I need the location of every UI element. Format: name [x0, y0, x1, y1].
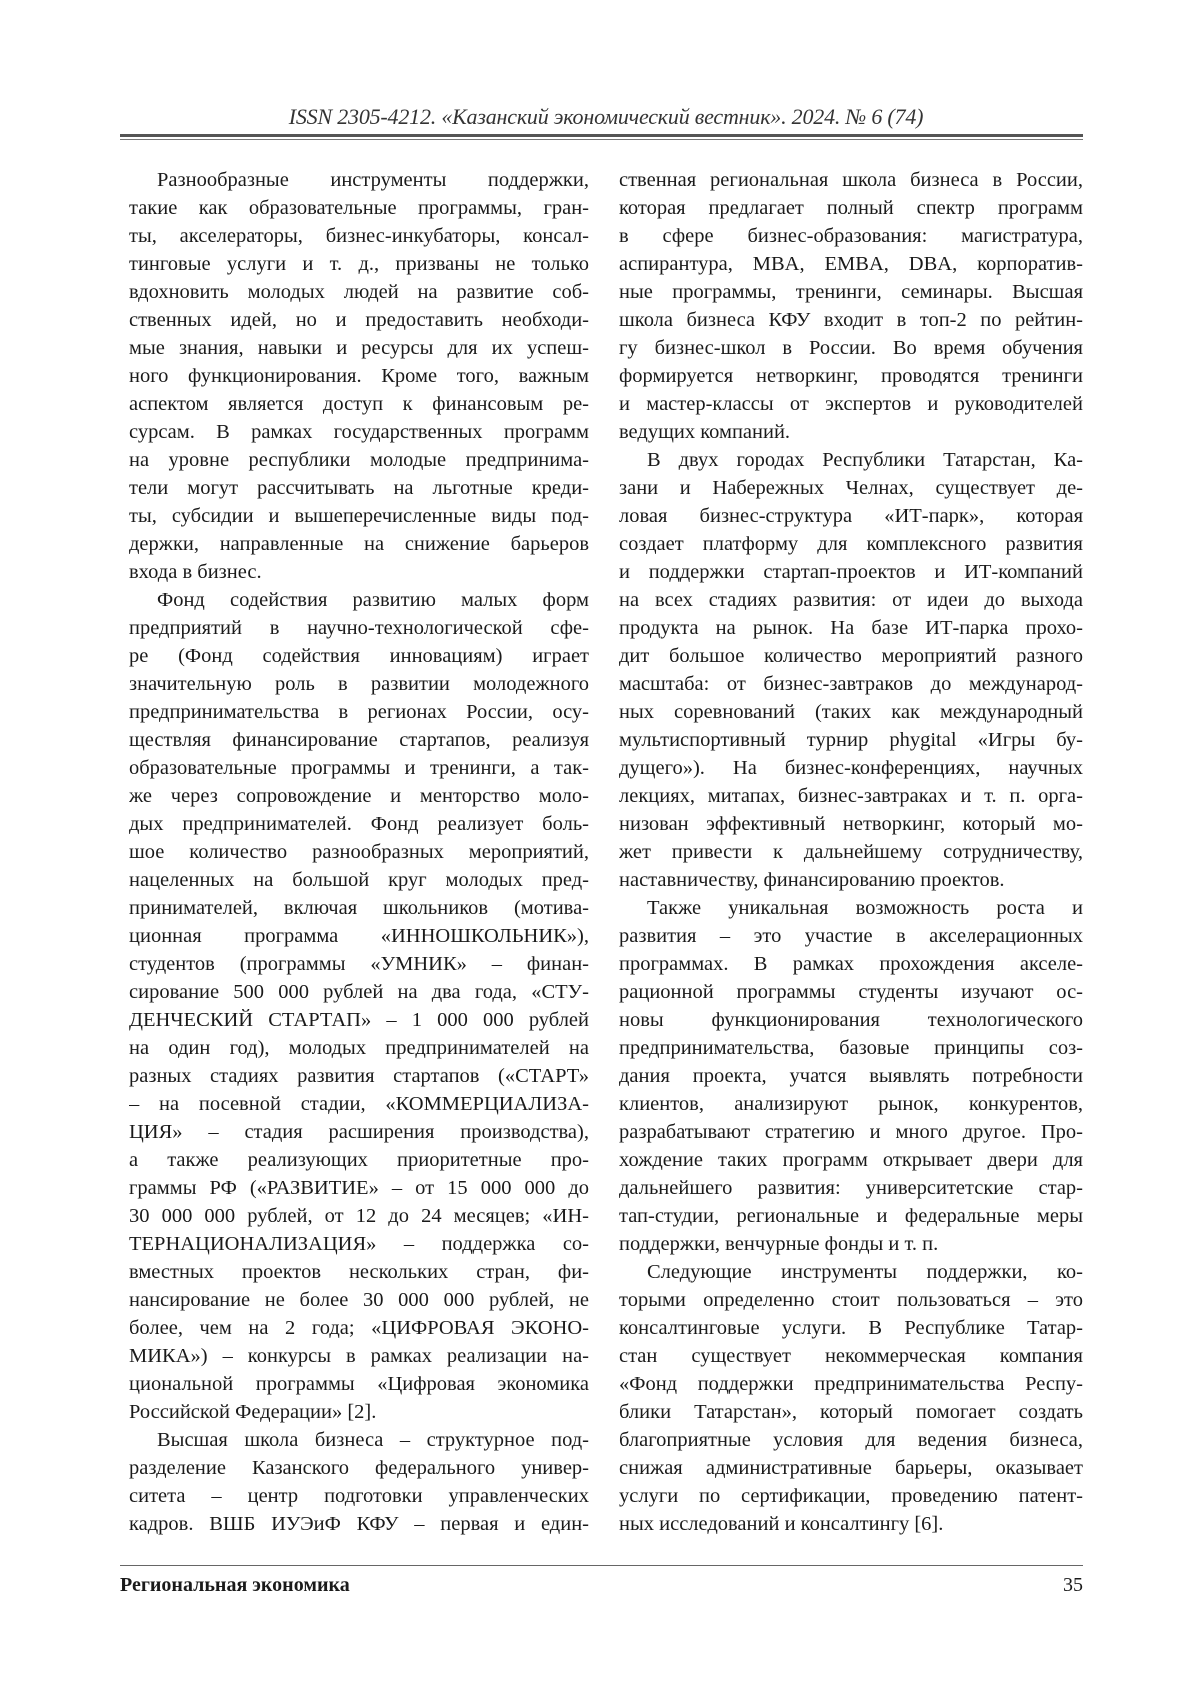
text-line: жет привести к дальнейшему сотрудничеству,: [619, 841, 1083, 863]
text-line: дальнейшего развития: университетские стар-: [619, 1177, 1083, 1199]
text-line: В двух городах Республики Татарстан, Ка-: [647, 449, 1083, 471]
text-line: Также уникальная возможность роста и: [647, 897, 1083, 919]
text-line: сирование 500 000 рублей на два года, «СТУ-: [129, 981, 589, 1003]
text-line: граммы РФ («РАЗВИТИЕ» – от 15 000 000 до: [129, 1177, 589, 1199]
text-line: а также реализующих приоритетные про-: [129, 1149, 589, 1171]
text-line: кадров. ВШБ ИУЭиФ КФУ – первая и един-: [129, 1513, 589, 1535]
page-number: 35: [1063, 1574, 1083, 1596]
text-line: лекциях, митапах, бизнес-завтраках и т. п. орга-: [619, 785, 1083, 807]
paragraph: [129, 166, 589, 586]
paragraph: [619, 166, 1083, 446]
left-column: [129, 166, 589, 1538]
text-line: же через сопровождение и менторство моло-: [129, 785, 589, 807]
text-line: низован эффективный нетворкинг, который мо-: [619, 813, 1083, 835]
header-double-rule: [120, 134, 1083, 141]
text-line: предпринимательства, базовые принципы соз-: [619, 1037, 1083, 1059]
text-line: студентов (программы «УМНИК» – финан-: [129, 953, 589, 975]
text-line: МИКА») – конкурсы в рамках реализации на-: [129, 1345, 589, 1367]
text-line: Российской Федерации» [2].: [129, 1401, 377, 1423]
text-line: дущего»). На бизнес-конференциях, научных: [619, 757, 1083, 779]
right-column: [619, 166, 1083, 1538]
text-line: новы функционирования технологического: [619, 1009, 1083, 1031]
text-line: ных соревнований (таких как международный: [619, 701, 1083, 723]
text-line: формируется нетворкинг, проводятся тренинги: [619, 365, 1083, 387]
text-line: нансирование не более 30 000 000 рублей, не: [129, 1289, 589, 1311]
text-line: вместных проектов нескольких стран, фи-: [129, 1261, 589, 1283]
text-line: масштаба: от бизнес-завтраков до международ-: [619, 673, 1083, 695]
text-line: школа бизнеса КФУ входит в топ-2 по рейтин-: [619, 309, 1083, 331]
text-line: ЦИЯ» – стадия расширения производства),: [129, 1121, 589, 1143]
text-line: – на посевной стадии, «КОММЕРЦИАЛИЗА-: [129, 1093, 589, 1115]
text-line: наставничеству, финансированию проектов.: [619, 869, 1005, 891]
text-line: Разнообразные инструменты поддержки,: [157, 169, 589, 191]
text-line: и мастер-классы от экспертов и руководителей: [619, 393, 1083, 415]
text-line: гу бизнес-школ в России. Во время обучения: [619, 337, 1083, 359]
text-line: ществляя финансирование стартапов, реализуя: [129, 729, 589, 751]
text-line: консалтинговые услуги. В Республике Татар-: [619, 1317, 1083, 1339]
text-line: ного функционирования. Кроме того, важным: [129, 365, 589, 387]
text-line: хождение таких программ открывает двери для: [619, 1149, 1083, 1171]
text-line: Высшая школа бизнеса – структурное под-: [157, 1429, 589, 1451]
text-line: стан существует некоммерческая компания: [619, 1345, 1083, 1367]
footer-rule: [120, 1565, 1083, 1566]
text-line: ственных идей, но и предоставить необходи-: [129, 309, 589, 331]
text-line: в сфере бизнес-образования: магистратура,: [619, 225, 1083, 247]
text-line: циональной программы «Цифровая экономика: [129, 1373, 589, 1395]
text-line: такие как образовательные программы, гран-: [129, 197, 589, 219]
text-line: поддержки, венчурные фонды и т. п.: [619, 1233, 939, 1255]
running-header: ISSN 2305-4212. «Казанский экономический вестник». 2024. № 6 (74): [288, 104, 924, 129]
text-line: мые знания, навыки и ресурсы для их успеш-: [129, 337, 589, 359]
text-line: 30 000 000 рублей, от 12 до 24 месяцев; «ИН-: [129, 1205, 589, 1227]
text-line: предприятий в научно-технологической сфе-: [129, 617, 589, 639]
text-line: принимателей, включая школьников (мотива-: [129, 897, 589, 919]
text-line: значительную роль в развитии молодежного: [129, 673, 589, 695]
text-line: шое количество разнообразных мероприятий,: [129, 841, 589, 863]
text-line: более, чем на 2 года; «ЦИФРОВАЯ ЭКОНО-: [129, 1317, 589, 1339]
text-line: ловая бизнес-структура «ИТ-парк», которая: [619, 505, 1083, 527]
text-line: ситета – центр подготовки управленческих: [129, 1485, 589, 1507]
text-line: разных стадиях развития стартапов («СТАРТ»: [129, 1065, 589, 1087]
paragraph: [129, 1426, 589, 1538]
text-line: ных исследований и консалтингу [6].: [619, 1513, 944, 1535]
text-line: тап-студии, региональные и федеральные меры: [619, 1205, 1083, 1227]
text-line: тинговые услуги и т. д., призваны не только: [129, 253, 589, 275]
text-line: разрабатывают стратегию и много другое. Про-: [619, 1121, 1083, 1143]
text-line: дых предпринимателей. Фонд реализует боль-: [129, 813, 589, 835]
text-line: разделение Казанского федерального универ-: [129, 1457, 589, 1479]
text-line: ре (Фонд содействия инновациям) играет: [129, 645, 589, 667]
text-line: аспирантура, MBA, EMBA, DBA, корпоратив-: [619, 253, 1083, 275]
text-line: зани и Набережных Челнах, существует де-: [619, 477, 1083, 499]
text-line: аспектом является доступ к финансовым ре-: [129, 393, 589, 415]
text-line: ДЕНЧЕСКИЙ СТАРТАП» – 1 000 000 рублей: [129, 1009, 589, 1031]
text-line: держки, направленные на снижение барьеров: [129, 533, 589, 555]
text-line: Фонд содействия развитию малых форм: [157, 589, 589, 611]
text-line: ционная программа «ИННОШКОЛЬНИК»),: [129, 925, 589, 947]
text-line: блики Татарстан», который помогает создать: [619, 1401, 1083, 1423]
text-line: дит большое количество мероприятий разного: [619, 645, 1083, 667]
text-line: ные программы, тренинги, семинары. Высшая: [619, 281, 1083, 303]
text-line: на всех стадиях развития: от идеи до выхода: [619, 589, 1083, 611]
text-line: дания проекта, учатся выявлять потребности: [619, 1065, 1083, 1087]
text-line: которая предлагает полный спектр программ: [619, 197, 1083, 219]
text-line: ты, субсидии и вышеперечисленные виды под-: [129, 505, 589, 527]
text-line: тели могут рассчитывать на льготные креди-: [129, 477, 589, 499]
text-line: вдохновить молодых людей на развитие соб-: [129, 281, 589, 303]
text-line: услуги по сертификации, проведению патент-: [619, 1485, 1083, 1507]
text-line: на один год), молодых предпринимателей на: [129, 1037, 589, 1059]
text-line: предпринимательства в регионах России, осу-: [129, 701, 589, 723]
paragraph: [619, 1258, 1083, 1538]
paragraph: [619, 894, 1083, 1258]
footer-section-title: Региональная экономика: [120, 1574, 350, 1596]
text-line: ведущих компаний.: [619, 421, 791, 443]
text-line: сурсам. В рамках государственных программ: [129, 421, 589, 443]
text-line: и поддержки стартап-проектов и ИТ-компаний: [619, 561, 1083, 583]
paragraph: [129, 586, 589, 1426]
text-line: клиентов, анализируют рынок, конкурентов,: [619, 1093, 1083, 1115]
text-line: ТЕРНАЦИОНАЛИЗАЦИЯ» – поддержка со-: [129, 1233, 589, 1255]
text-line: рационной программы студенты изучают ос-: [619, 981, 1083, 1003]
text-line: снижая административные барьеры, оказывает: [619, 1457, 1083, 1479]
text-line: торыми определенно стоит пользоваться – это: [619, 1289, 1083, 1311]
text-line: программах. В рамках прохождения акселе-: [619, 953, 1083, 975]
paragraph: [619, 446, 1083, 894]
text-line: Следующие инструменты поддержки, ко-: [647, 1261, 1083, 1283]
text-line: входа в бизнес.: [129, 561, 262, 583]
text-line: нацеленных на большой круг молодых пред-: [129, 869, 589, 891]
text-line: развития – это участие в акселерационных: [619, 925, 1083, 947]
text-line: благоприятные условия для ведения бизнеса,: [619, 1429, 1083, 1451]
text-line: создает платформу для комплексного развития: [619, 533, 1083, 555]
text-line: ты, акселераторы, бизнес-инкубаторы, консал-: [129, 225, 589, 247]
text-line: мультиспортивный турнир phygital «Игры бу-: [619, 729, 1083, 751]
text-line: продукта на рынок. На базе ИТ-парка прохо-: [619, 617, 1083, 639]
text-line: «Фонд поддержки предпринимательства Респу-: [619, 1373, 1083, 1395]
text-line: образовательные программы и тренинги, а так-: [129, 757, 589, 779]
text-line: на уровне республики молодые предпринима-: [129, 449, 589, 471]
text-line: ственная региональная школа бизнеса в России,: [619, 169, 1083, 191]
